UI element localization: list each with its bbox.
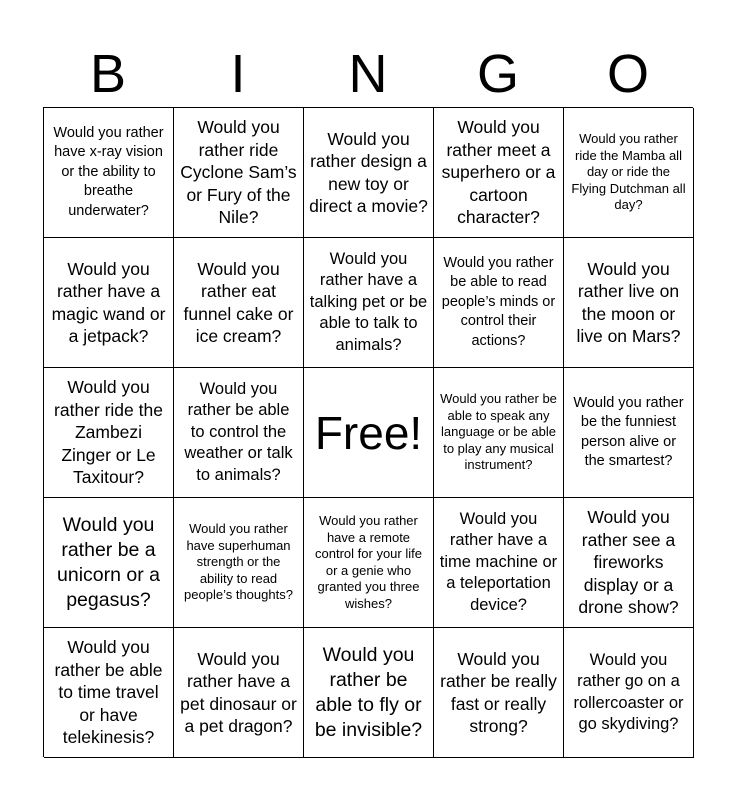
cell-text: Would you rather ride Cyclone Sam’s or Fury of the Nile?	[180, 117, 297, 228]
bingo-card-grid	[43, 107, 693, 757]
cell-text: Would you rather have superhuman strength or the ability to read people’s thoughts?	[184, 521, 293, 603]
cell-text: Would you rather see a fireworks display or a drone show?	[578, 507, 679, 618]
bingo-header	[43, 40, 693, 108]
free-space-text: Free!	[314, 406, 423, 459]
cell-text: Would you rather ride the Zambezi Zinger or Le Taxitour?	[54, 377, 163, 488]
bingo-cell	[434, 238, 564, 368]
cell-text: Would you rather be able to time travel or have telekinesis?	[54, 637, 163, 748]
bingo-cell	[44, 238, 174, 368]
cell-text: Would you rather go on a rollercoaster or go skydiving?	[573, 650, 684, 733]
cell-text: Would you rather live on the moon or live on Mars?	[576, 258, 681, 346]
header-letter-b: B	[89, 44, 127, 104]
bingo-cell	[174, 368, 304, 498]
cell-text: Would you rather eat funnel cake or ice cream?	[183, 258, 294, 346]
bingo-cell	[304, 108, 434, 238]
cell-text: Would you rather be able to fly or be invisible?	[314, 643, 423, 741]
bingo-cell	[304, 628, 434, 758]
cell-text: Would you rather have a magic wand or a jetpack?	[51, 258, 166, 346]
bingo-cell	[44, 628, 174, 758]
header-letter-g: G	[476, 44, 519, 104]
bingo-cell	[564, 628, 694, 758]
bingo-cell	[44, 368, 174, 498]
header-letter-n: N	[348, 44, 388, 104]
cell-text: Would you rather be able to speak any language or be able to play any musical instrument?	[440, 391, 557, 473]
cell-text: Would you rather be a unicorn or a pegasus?	[57, 513, 160, 611]
cell-text: Would you rather have a time machine or a teleportation device?	[439, 509, 558, 614]
bingo-cell	[44, 108, 174, 238]
cell-text: Would you rather have a remote control for your life or a genie who granted you three wishes?	[315, 513, 422, 611]
bingo-cell	[564, 108, 694, 238]
bingo-cell	[564, 368, 694, 498]
bingo-cell	[434, 108, 564, 238]
cell-text: Would you rather be able to read people’s minds or control their actions?	[441, 254, 556, 349]
cell-text: Would you rather meet a superhero or a cartoon character?	[441, 117, 556, 228]
cell-text: Would you rather have x-ray vision or the ability to breathe underwater?	[53, 124, 164, 219]
bingo-cell	[434, 628, 564, 758]
header-letter-i: I	[230, 44, 246, 104]
cell-text: Would you rather be able to control the weather or talk to animals?	[184, 379, 293, 484]
bingo-cell	[434, 368, 564, 498]
bingo-cell	[174, 238, 304, 368]
cell-text: Would you rather have a pet dinosaur or a pet dragon?	[180, 648, 297, 736]
bingo-cell	[174, 498, 304, 628]
cell-text: Would you rather design a new toy or direct a movie?	[309, 128, 428, 216]
bingo-cell	[304, 238, 434, 368]
header-letter-o: O	[606, 44, 649, 104]
bingo-cell	[564, 498, 694, 628]
cell-text: Would you rather have a talking pet or be able to talk to animals?	[309, 249, 428, 354]
bingo-cell	[174, 628, 304, 758]
cell-text: Would you rather be really fast or really strong?	[440, 648, 557, 736]
cell-text: Would you rather be the funniest person alive or the smartest?	[573, 394, 684, 469]
bingo-cell	[434, 498, 564, 628]
bingo-cell	[304, 498, 434, 628]
bingo-cell	[174, 108, 304, 238]
bingo-cell	[564, 238, 694, 368]
cell-text: Would you rather ride the Mamba all day or ride the Flying Dutchman all day?	[571, 131, 686, 213]
free-space-cell	[304, 368, 434, 498]
bingo-cell	[44, 498, 174, 628]
